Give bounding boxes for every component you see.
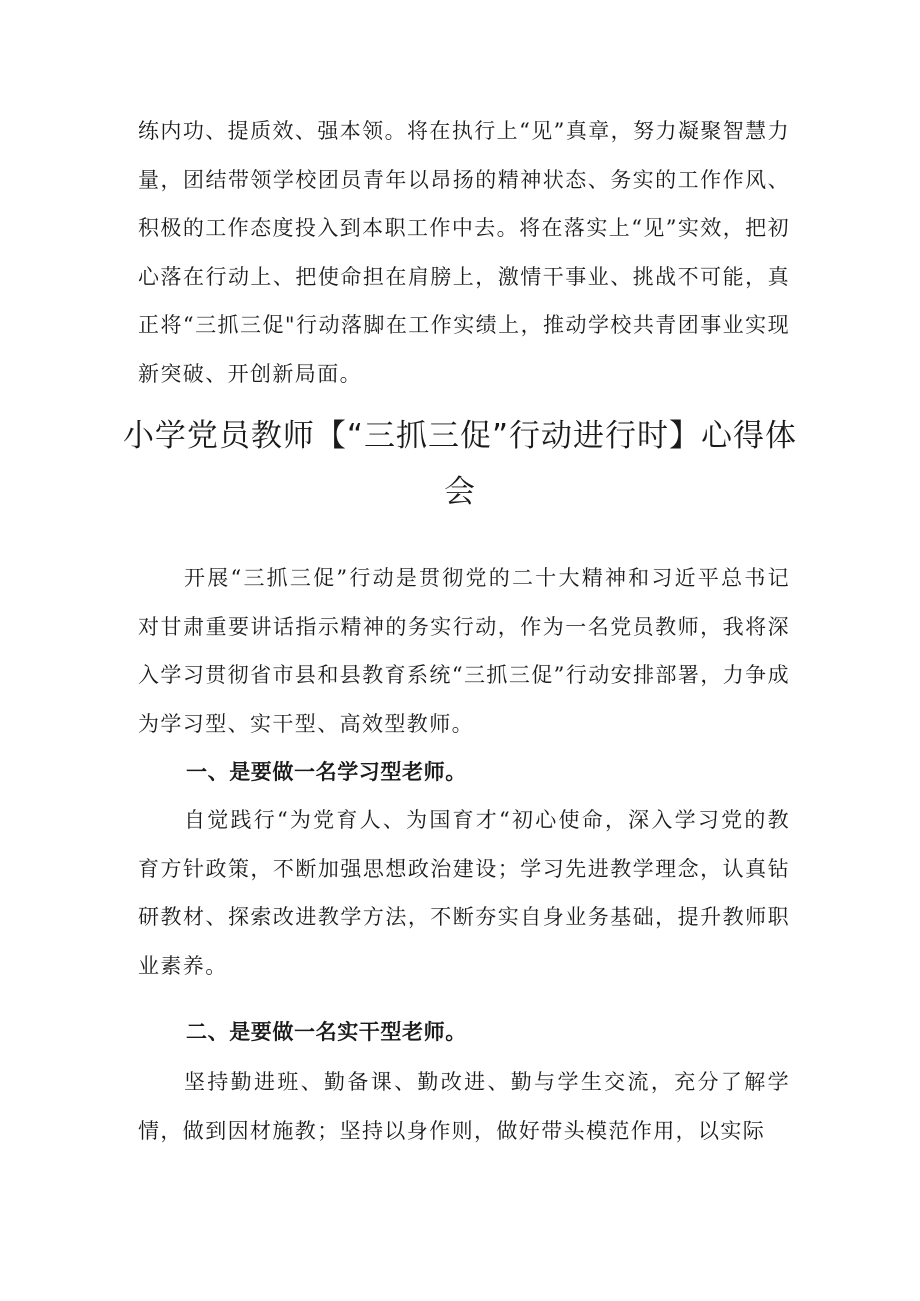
article-title: 小学党员教师【“三抓三促”行动进行时】心得体会 [122, 418, 798, 510]
previous-section-paragraph: 练内功、提质效、强本领。将在执行上“见”真章，努力凝聚智慧力量，团结带领学校团员青年以昂扬的精神状态、务实的工作作风、积极的工作态度投入到本职工作中去。将在落实上“见”实效，把初心落在行动上、把使命担在肩膀上，激情干事业、挑战不可能，真正将“三抓三促"行动落脚在工作实绩上，推动学校共青团事业实现新突破、开创新局面。 [138, 119, 790, 386]
section-1-heading: 一、是要做一名学习型老师。 [186, 760, 467, 784]
section-2-paragraph: 坚持勤进班、勤备课、勤改进、勤与学生交流，充分了解学情，做到因材施教；坚持以身作则，做好带头模范作用，以实际 [138, 1070, 790, 1143]
intro-paragraph: 开展“三抓三促”行动是贯彻党的二十大精神和习近平总书记对甘肃重要讲话指示精神的务实行动，作为一名党员教师，我将深入学习贯彻省市县和县教育系统“三抓三促”行动安排部署，力争成为学习型、实干型、高效型教师。 [138, 566, 790, 736]
section-2-heading: 二、是要做一名实干型老师。 [186, 1020, 467, 1044]
section-1-paragraph: 自觉践行“为党育人、为国育才“初心使命，深入学习党的教育方针政策，不断加强思想政治建设；学习先进教学理念，认真钻研教材、探索改进教学方法，不断夯实自身业务基础，提升教师职业素养。 [138, 808, 790, 978]
